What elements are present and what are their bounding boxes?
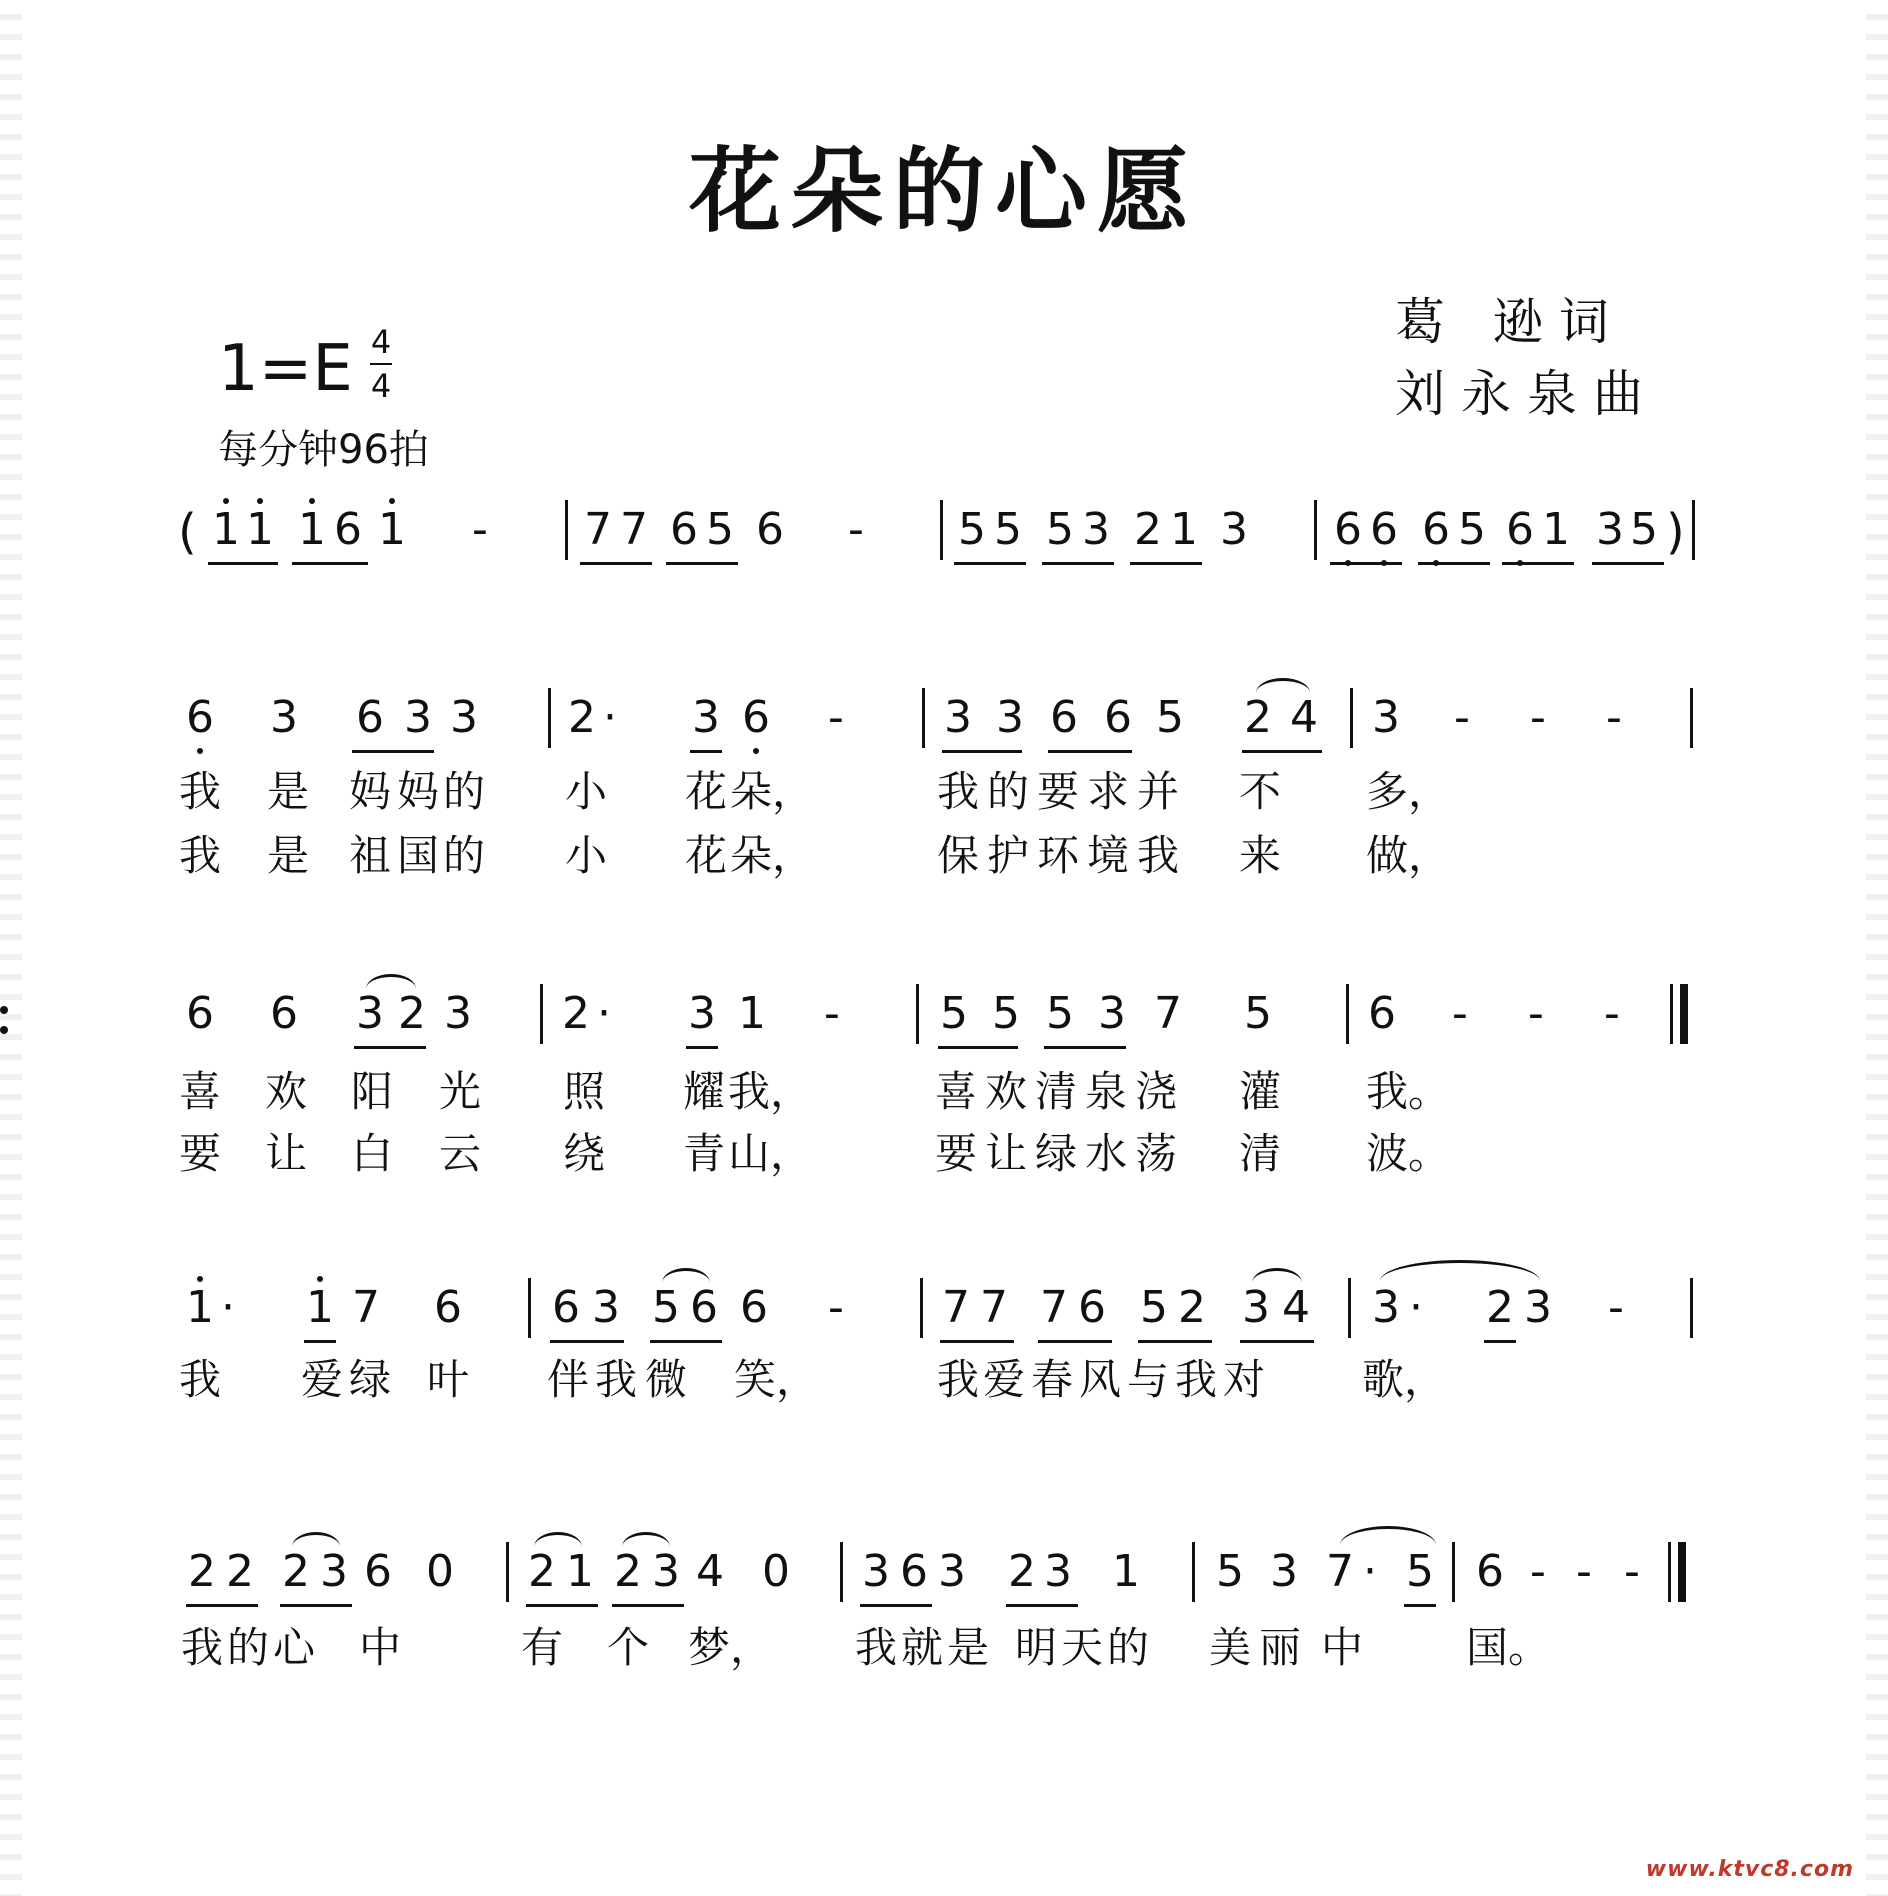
note: 6 bbox=[900, 1546, 928, 1597]
bar-line bbox=[565, 500, 568, 560]
note: 3 bbox=[688, 988, 716, 1039]
note: 3 bbox=[404, 692, 432, 743]
tempo-marking: 每分钟96拍 bbox=[218, 427, 429, 473]
note: - bbox=[472, 504, 488, 555]
note: 3 bbox=[996, 692, 1024, 743]
lyric-char: 绕 bbox=[562, 1129, 605, 1178]
lyric-char: 歌， bbox=[1362, 1355, 1447, 1404]
underline-beam bbox=[354, 1046, 426, 1049]
lyric-char: 我。 bbox=[1366, 1067, 1451, 1116]
note: 6 bbox=[736, 694, 776, 742]
lyric-char: 白 bbox=[350, 1129, 393, 1178]
note: - bbox=[1606, 692, 1622, 743]
note: 7 bbox=[942, 1282, 970, 1333]
bar-line bbox=[1346, 984, 1349, 1044]
time-signature bbox=[366, 323, 396, 405]
bar-line bbox=[840, 1542, 843, 1602]
bar-line bbox=[528, 1278, 531, 1338]
lyric-char: 我 bbox=[936, 767, 979, 816]
note: 1 bbox=[206, 506, 246, 554]
note: 3 bbox=[1524, 1282, 1552, 1333]
note: 3 bbox=[356, 988, 384, 1039]
underline-beam bbox=[1484, 1340, 1516, 1343]
bar-line bbox=[1690, 688, 1693, 748]
bar-line bbox=[1668, 1542, 1671, 1602]
lyric-char: 天 bbox=[1060, 1623, 1103, 1672]
lyric-char: 泉 bbox=[1084, 1067, 1127, 1116]
note: 3 bbox=[1082, 504, 1110, 555]
lyric-char: 绿 bbox=[1034, 1129, 1077, 1178]
lyric-char: 要 bbox=[934, 1129, 977, 1178]
note: 1 bbox=[372, 506, 412, 554]
underline-beam bbox=[612, 1604, 684, 1607]
slur bbox=[1252, 1268, 1302, 1283]
note: 1 bbox=[738, 988, 766, 1039]
underline-beam bbox=[1242, 750, 1322, 753]
bar-line bbox=[916, 984, 919, 1044]
lyric-char: 让 bbox=[264, 1129, 307, 1178]
note: 6 bbox=[1050, 692, 1078, 743]
lyric-char: 有 bbox=[520, 1623, 563, 1672]
lyric-char: 伴 bbox=[546, 1355, 589, 1404]
lyric-char: 让 bbox=[984, 1129, 1027, 1178]
note: 6 bbox=[180, 694, 220, 742]
lyric-char: 春 bbox=[1030, 1355, 1073, 1404]
lyric-char: 清 bbox=[1034, 1067, 1077, 1116]
note: 6 bbox=[1416, 506, 1456, 554]
lyric-char: 并 bbox=[1136, 767, 1179, 816]
key-signature: 1=E bbox=[218, 332, 353, 406]
time-signature-bottom: 4 bbox=[370, 367, 392, 405]
lyric-char: 耀 bbox=[682, 1067, 725, 1116]
underline-beam bbox=[1330, 562, 1402, 565]
bar-line bbox=[1670, 984, 1673, 1044]
underline-beam bbox=[1044, 1046, 1126, 1049]
bar-line bbox=[540, 984, 543, 1044]
bar-line-thick bbox=[1680, 984, 1688, 1044]
note: 6 bbox=[756, 504, 784, 555]
note: 7 bbox=[1326, 1546, 1354, 1597]
lyric-char: 绿 bbox=[348, 1355, 391, 1404]
slur bbox=[366, 974, 416, 989]
note: 3 bbox=[1044, 1546, 1072, 1597]
note: 6 bbox=[364, 1546, 392, 1597]
note: 6 bbox=[690, 1282, 718, 1333]
lyric-char: 朵， bbox=[730, 767, 815, 816]
note: - bbox=[828, 1282, 844, 1333]
note: 1 bbox=[566, 1546, 594, 1597]
note: 2 bbox=[568, 692, 596, 743]
note: - bbox=[828, 692, 844, 743]
lyric-char: 对 bbox=[1222, 1355, 1265, 1404]
note: 1 bbox=[300, 1284, 340, 1332]
bar-line bbox=[1348, 1278, 1351, 1338]
bar-line bbox=[940, 500, 943, 560]
lyric-char: 我 bbox=[594, 1355, 637, 1404]
lyric-char: 笑， bbox=[734, 1355, 819, 1404]
score-row-3 bbox=[0, 1284, 1888, 1414]
note: · bbox=[603, 692, 617, 743]
underline-beam bbox=[650, 1340, 722, 1343]
lyric-char: 青 bbox=[682, 1129, 725, 1178]
note: 2 bbox=[1178, 1282, 1206, 1333]
note: 3 bbox=[1596, 504, 1624, 555]
note: 3 bbox=[1372, 692, 1400, 743]
lyric-char: 山， bbox=[728, 1129, 813, 1178]
underline-beam bbox=[186, 1604, 258, 1607]
note: - bbox=[1452, 988, 1468, 1039]
underline-beam bbox=[1038, 1340, 1112, 1343]
note: 6 bbox=[1328, 506, 1368, 554]
lyric-char: 照 bbox=[562, 1067, 605, 1116]
underline-beam bbox=[550, 1340, 624, 1343]
note: 4 bbox=[696, 1546, 724, 1597]
slur bbox=[1380, 1260, 1540, 1281]
lyric-char: 喜 bbox=[934, 1067, 977, 1116]
note: 6 bbox=[670, 504, 698, 555]
time-signature-top: 4 bbox=[370, 323, 392, 361]
lyric-char: 环 bbox=[1036, 831, 1079, 880]
open-paren: ( bbox=[178, 504, 197, 560]
note: - bbox=[1454, 692, 1470, 743]
note: 2 bbox=[398, 988, 426, 1039]
time-signature-bar bbox=[370, 363, 392, 365]
lyric-char: 与 bbox=[1126, 1355, 1169, 1404]
bar-line bbox=[548, 688, 551, 748]
underline-beam bbox=[1042, 562, 1114, 565]
lyric-char: 要 bbox=[178, 1129, 221, 1178]
note: 1 bbox=[292, 506, 332, 554]
note: 5 bbox=[994, 504, 1022, 555]
note: 3 bbox=[450, 692, 478, 743]
lyric-char: 爱 bbox=[300, 1355, 343, 1404]
note: 1 bbox=[240, 506, 280, 554]
note: 6 bbox=[270, 988, 298, 1039]
lyric-char: 就 bbox=[900, 1623, 943, 1672]
underline-beam bbox=[292, 562, 368, 565]
bar-line bbox=[1350, 688, 1353, 748]
underline-beam bbox=[1404, 1604, 1436, 1607]
close-paren: ) bbox=[1666, 504, 1685, 560]
lyric-char: 的 bbox=[1106, 1623, 1149, 1672]
lyric-char: 喜 bbox=[178, 1067, 221, 1116]
note: 6 bbox=[1078, 1282, 1106, 1333]
note: 5 bbox=[1046, 504, 1074, 555]
note: · bbox=[1409, 1282, 1423, 1333]
underline-beam bbox=[942, 750, 1022, 753]
note: - bbox=[1624, 1546, 1640, 1597]
note: - bbox=[1530, 1546, 1546, 1597]
note: 1 bbox=[180, 1284, 220, 1332]
lyric-char: 灌 bbox=[1238, 1067, 1281, 1116]
note: 5 bbox=[706, 504, 734, 555]
underline-beam bbox=[666, 562, 738, 565]
note: 3 bbox=[1270, 1546, 1298, 1597]
slur bbox=[534, 1532, 582, 1547]
lyric-char: 是 bbox=[266, 767, 309, 816]
underline-beam bbox=[954, 562, 1026, 565]
lyric-char: 我 bbox=[180, 1623, 223, 1672]
lyric-char: 来 bbox=[1238, 831, 1281, 880]
note: 4 bbox=[1290, 692, 1318, 743]
underline-beam bbox=[1418, 562, 1490, 565]
lyric-char: 求 bbox=[1086, 767, 1129, 816]
lyricist-credit: 葛 逊词 bbox=[1395, 293, 1625, 351]
note: 3 bbox=[444, 988, 472, 1039]
note: 5 bbox=[992, 988, 1020, 1039]
lyric-char: 我 bbox=[854, 1623, 897, 1672]
lyric-char: 欢 bbox=[984, 1067, 1027, 1116]
slur bbox=[292, 1532, 340, 1547]
slur bbox=[662, 1268, 710, 1283]
note: 7 bbox=[980, 1282, 1008, 1333]
note: - bbox=[1604, 988, 1620, 1039]
lyric-char: 丽 bbox=[1258, 1623, 1301, 1672]
lyric-char: 叶 bbox=[426, 1355, 469, 1404]
lyric-char: 清 bbox=[1238, 1129, 1281, 1178]
lyric-char: 爱 bbox=[982, 1355, 1025, 1404]
underline-beam bbox=[1240, 1340, 1314, 1343]
note: 3 bbox=[320, 1546, 348, 1597]
note: 2 bbox=[282, 1546, 310, 1597]
note: 3 bbox=[592, 1282, 620, 1333]
lyric-char: 小 bbox=[564, 831, 607, 880]
note: - bbox=[1608, 1282, 1624, 1333]
note: 1 bbox=[1542, 504, 1570, 555]
note: 3 bbox=[1242, 1282, 1270, 1333]
lyric-char: 花 bbox=[684, 831, 727, 880]
note: 5 bbox=[1046, 988, 1074, 1039]
note: 6 bbox=[1368, 988, 1396, 1039]
lyric-char: 浇 bbox=[1134, 1067, 1177, 1116]
note: 2 bbox=[1244, 692, 1272, 743]
bar-line bbox=[1314, 500, 1317, 560]
note: 7 bbox=[584, 504, 612, 555]
underline-beam bbox=[280, 1604, 352, 1607]
note: 5 bbox=[652, 1282, 680, 1333]
note: 5 bbox=[1216, 1546, 1244, 1597]
note: - bbox=[1528, 988, 1544, 1039]
note: 6 bbox=[552, 1282, 580, 1333]
note: 5 bbox=[1630, 504, 1658, 555]
lyric-char: 水 bbox=[1084, 1129, 1127, 1178]
lyric-char: 我 bbox=[178, 767, 221, 816]
lyric-char: 朵， bbox=[730, 831, 815, 880]
note: 6 bbox=[1364, 506, 1404, 554]
note: 5 bbox=[958, 504, 986, 555]
note: 2 bbox=[226, 1546, 254, 1597]
lyric-char: 祖 bbox=[348, 831, 391, 880]
underline-beam bbox=[208, 562, 278, 565]
note: 3 bbox=[944, 692, 972, 743]
lyric-char: 的 bbox=[442, 767, 485, 816]
note: 3 bbox=[652, 1546, 680, 1597]
note: 2 bbox=[562, 988, 590, 1039]
note: 4 bbox=[1282, 1282, 1310, 1333]
lyric-char: 境 bbox=[1086, 831, 1129, 880]
note: - bbox=[848, 504, 864, 555]
note: 2 bbox=[614, 1546, 642, 1597]
underline-beam bbox=[1138, 1340, 1212, 1343]
lyric-char: 的 bbox=[226, 1623, 269, 1672]
lyric-char: 是 bbox=[946, 1623, 989, 1672]
lyric-char: 波。 bbox=[1366, 1129, 1451, 1178]
bar-line bbox=[920, 1278, 923, 1338]
lyric-char: 花 bbox=[684, 767, 727, 816]
lyric-char: 我 bbox=[178, 1355, 221, 1404]
lyric-char: 的 bbox=[986, 767, 1029, 816]
note: 7 bbox=[620, 504, 648, 555]
bar-line bbox=[506, 1542, 509, 1602]
note: · bbox=[221, 1282, 235, 1333]
note: 6 bbox=[740, 1282, 768, 1333]
note: 6 bbox=[1500, 506, 1540, 554]
score-row-intro bbox=[0, 506, 1888, 636]
underline-beam bbox=[1048, 750, 1132, 753]
note: - bbox=[1530, 692, 1546, 743]
note: 5 bbox=[1458, 504, 1486, 555]
note: 7 bbox=[1040, 1282, 1068, 1333]
lyric-char: 我 bbox=[1136, 831, 1179, 880]
lyric-char: 欢 bbox=[264, 1067, 307, 1116]
note: 6 bbox=[334, 504, 362, 555]
note: 2 bbox=[1134, 504, 1162, 555]
bar-line bbox=[1192, 1542, 1195, 1602]
note: 6 bbox=[186, 988, 214, 1039]
lyric-char: 我 bbox=[936, 1355, 979, 1404]
lyric-char: 我 bbox=[178, 831, 221, 880]
lyric-char: 不 bbox=[1238, 767, 1281, 816]
note: 7 bbox=[352, 1282, 380, 1333]
note: 5 bbox=[1156, 692, 1184, 743]
note: 1 bbox=[1112, 1546, 1140, 1597]
note: 0 bbox=[762, 1546, 790, 1597]
bar-line bbox=[922, 688, 925, 748]
lyric-char: 光 bbox=[438, 1067, 481, 1116]
note: 2 bbox=[528, 1546, 556, 1597]
note: 2 bbox=[188, 1546, 216, 1597]
lyric-char: 要 bbox=[1036, 767, 1079, 816]
note: 6 bbox=[1104, 692, 1132, 743]
lyric-char: 做， bbox=[1366, 831, 1451, 880]
score-row-2 bbox=[0, 988, 1888, 1178]
lyric-char: 梦， bbox=[688, 1623, 773, 1672]
lyric-char: 中 bbox=[1320, 1623, 1363, 1672]
underline-beam bbox=[1592, 562, 1664, 565]
slur bbox=[1340, 1526, 1436, 1545]
underline-beam bbox=[304, 1340, 336, 1343]
lyric-char: 个 bbox=[606, 1623, 649, 1672]
note: 6 bbox=[356, 692, 384, 743]
note: 3 bbox=[1372, 1282, 1400, 1333]
lyric-char: 荡 bbox=[1134, 1129, 1177, 1178]
note: 6 bbox=[434, 1282, 462, 1333]
lyric-char: 的 bbox=[442, 831, 485, 880]
note: 2 bbox=[1008, 1546, 1036, 1597]
note: 3 bbox=[692, 692, 720, 743]
score-row-4 bbox=[0, 1548, 1888, 1678]
lyric-char: 我， bbox=[728, 1067, 813, 1116]
note: 0 bbox=[426, 1546, 454, 1597]
song-title: 花朵的心愿 bbox=[688, 137, 1199, 245]
underline-beam bbox=[1006, 1604, 1078, 1607]
lyric-char: 护 bbox=[986, 831, 1029, 880]
note: 3 bbox=[1220, 504, 1248, 555]
underline-beam bbox=[940, 1340, 1014, 1343]
note: 3 bbox=[862, 1546, 890, 1597]
lyric-char: 心 bbox=[272, 1623, 315, 1672]
lyric-char: 国 bbox=[396, 831, 439, 880]
note: 5 bbox=[1406, 1546, 1434, 1597]
bar-line bbox=[1452, 1542, 1455, 1602]
lyric-char: 风 bbox=[1078, 1355, 1121, 1404]
slur bbox=[1256, 678, 1310, 693]
slur bbox=[622, 1532, 670, 1547]
note: 6 bbox=[1476, 1546, 1504, 1597]
underline-beam bbox=[1502, 562, 1574, 565]
lyric-char: 小 bbox=[564, 767, 607, 816]
lyric-char: 明 bbox=[1014, 1623, 1057, 1672]
note: 3 bbox=[270, 692, 298, 743]
underline-beam bbox=[938, 1046, 1018, 1049]
bar-line-thick bbox=[1678, 1542, 1686, 1602]
note: 5 bbox=[1140, 1282, 1168, 1333]
note: 3 bbox=[938, 1546, 966, 1597]
lyric-char: 妈 bbox=[348, 767, 391, 816]
note: - bbox=[824, 988, 840, 1039]
note: 5 bbox=[940, 988, 968, 1039]
lyric-char: 微 bbox=[644, 1355, 687, 1404]
underline-beam bbox=[580, 562, 652, 565]
lyric-char: 中 bbox=[358, 1623, 401, 1672]
underline-beam bbox=[686, 1046, 718, 1049]
underline-beam bbox=[690, 750, 722, 753]
note: 1 bbox=[1170, 504, 1198, 555]
composer-credit: 刘永泉曲 bbox=[1395, 365, 1659, 423]
lyric-char: 多， bbox=[1366, 767, 1451, 816]
bar-line bbox=[1692, 500, 1695, 560]
note: 3 bbox=[1098, 988, 1126, 1039]
underline-beam bbox=[352, 750, 434, 753]
note: - bbox=[1576, 1546, 1592, 1597]
bar-line bbox=[1690, 1278, 1693, 1338]
note: 2 bbox=[1486, 1282, 1514, 1333]
lyric-char: 国。 bbox=[1466, 1623, 1551, 1672]
underline-beam bbox=[526, 1604, 598, 1607]
lyric-char: 妈 bbox=[396, 767, 439, 816]
lyric-char: 我 bbox=[1174, 1355, 1217, 1404]
lyric-char: 阳 bbox=[350, 1067, 393, 1116]
note: 7 bbox=[1154, 988, 1182, 1039]
lyric-char: 美 bbox=[1208, 1623, 1251, 1672]
note: 5 bbox=[1244, 988, 1272, 1039]
lyric-char: 云 bbox=[438, 1129, 481, 1178]
lyric-char: 保 bbox=[936, 831, 979, 880]
underline-beam bbox=[860, 1604, 932, 1607]
site-watermark: www.ktvc8.com bbox=[1645, 1857, 1854, 1882]
lyric-char: 是 bbox=[266, 831, 309, 880]
note: · bbox=[1363, 1546, 1377, 1597]
underline-beam bbox=[1130, 562, 1202, 565]
score-row-1 bbox=[0, 692, 1888, 880]
note: · bbox=[597, 988, 611, 1039]
